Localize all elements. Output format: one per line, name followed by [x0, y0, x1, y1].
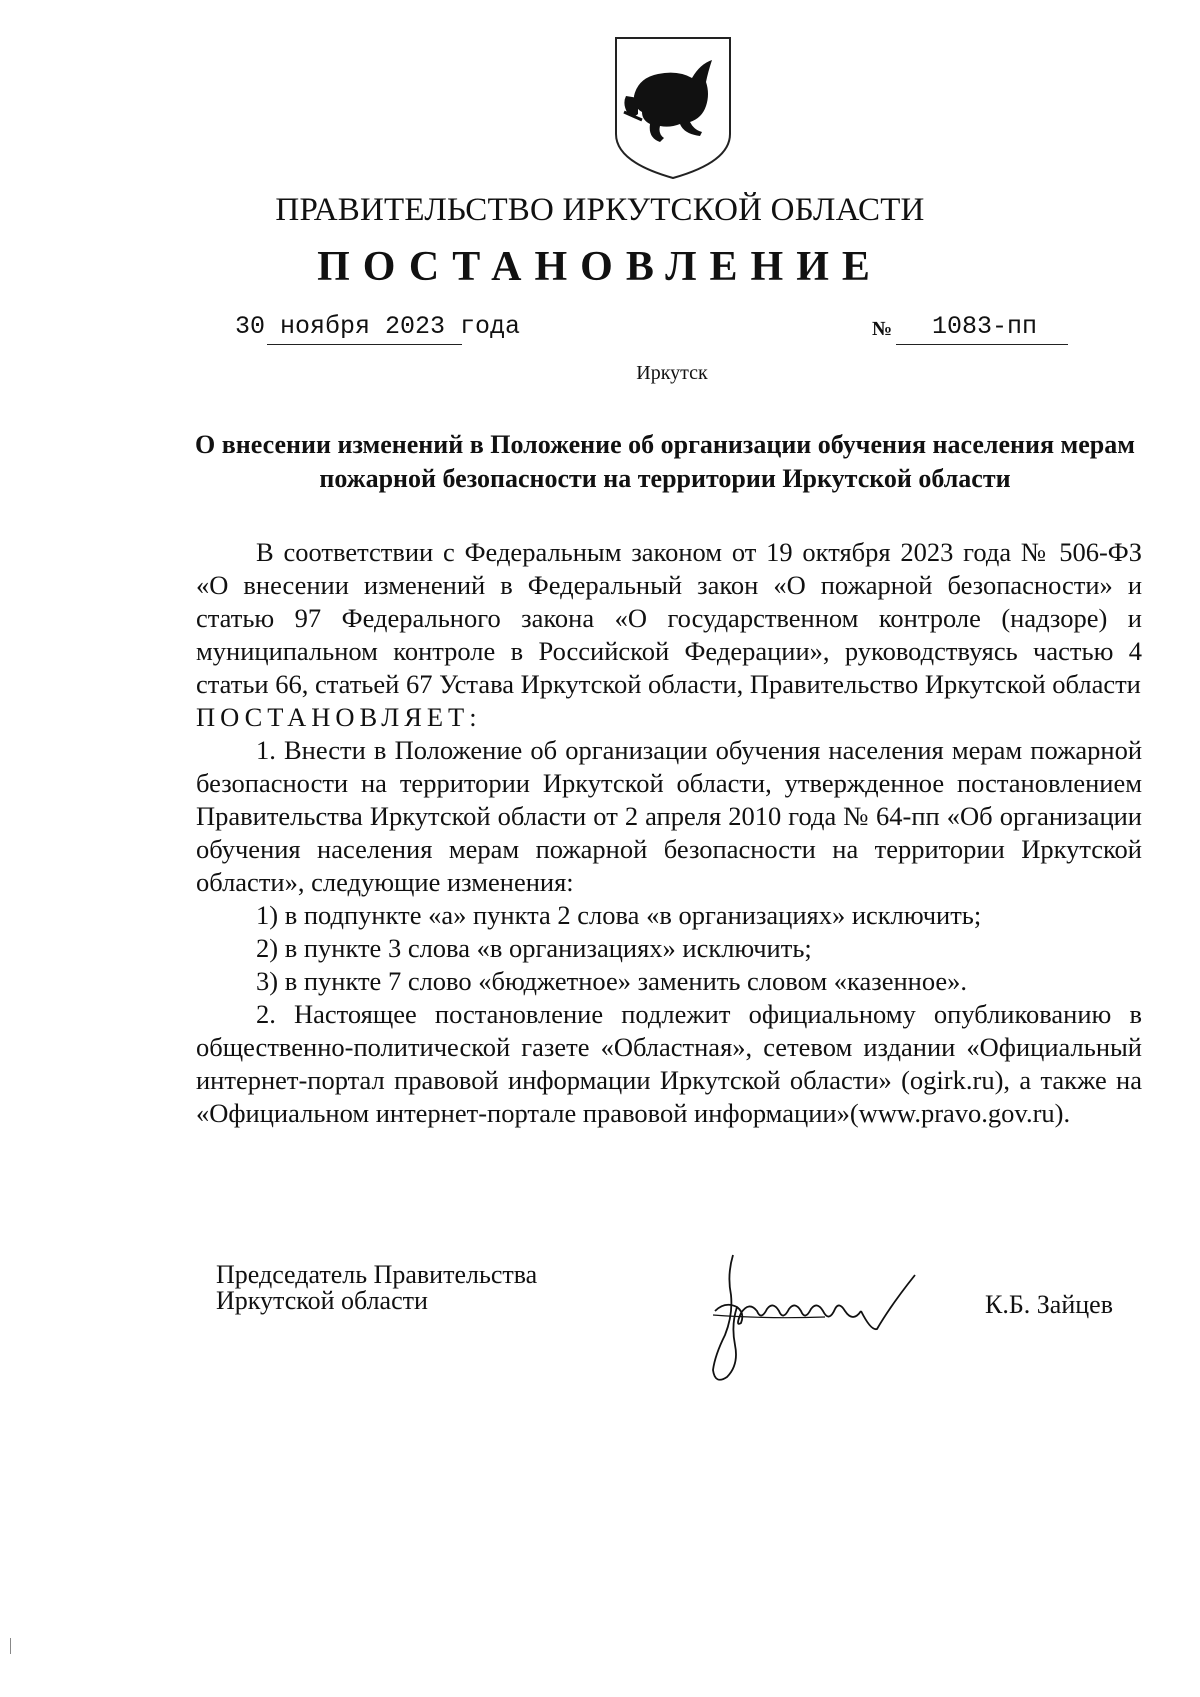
signer-position-line-2: Иркутской области	[216, 1286, 428, 1315]
subitem-2: 2) в пункте 3 слова «в организациях» исключить;	[256, 933, 812, 963]
city-line	[0, 362, 1200, 385]
signer-position-line-1: Председатель Правительства	[216, 1260, 538, 1289]
preamble-paragraph: В соответствии с Федеральным законом от 19 октября 2023 года № 506-ФЗ «О внесении изменений в Федеральный закон «О пожарной безопасности» и статью 97 Федерального закона «О государственном контроле (надзоре) и муниципальном контроле в Российской Федерации», руководствуясь частью 4 статьи 66, статьей 67 Устава Иркутской области, Правительство Иркутской области	[196, 537, 1142, 699]
subitem-1: 1) в подпункте «а» пункта 2 слова «в организациях» исключить;	[256, 900, 982, 930]
document-subject: О внесении изменений в Положение об организации обучения населения мерам пожарной безопасности на территории Иркутской области	[195, 430, 1135, 493]
city-name: Иркутск	[636, 362, 708, 384]
document-number: 1083-пп	[932, 312, 1038, 341]
number-underline	[896, 344, 1068, 345]
coat-of-arms-emblem	[612, 34, 734, 182]
number-sign: №	[872, 318, 893, 340]
date-underline	[267, 344, 462, 345]
resolves-heading: ПОСТАНОВЛЯЕТ:	[196, 702, 482, 732]
subitem-3: 3) в пункте 7 слово «бюджетное» заменить словом «казенное».	[256, 966, 968, 996]
signer-position	[216, 1262, 537, 1314]
document-date: 30 ноября 2023 года	[235, 312, 521, 341]
government-title: ПРАВИТЕЛЬСТВО ИРКУТСКОЙ ОБЛАСТИ	[275, 192, 925, 228]
item-1-paragraph: 1. Внести в Положение об организации обучения населения мерам пожарной безопасности на территории Иркутской области, утвержденное постановлением Правительства Иркутской области от 2 апреля 2010 года № 64-пп «Об организации обучения населения мерам пожарной безопасности на территории Иркутской области», следующие изменения:	[196, 735, 1142, 897]
signer-name: К.Б. Зайцев	[985, 1290, 1113, 1319]
handwritten-signature	[705, 1245, 955, 1395]
scan-margin-mark	[10, 1638, 11, 1654]
document-body	[196, 536, 1142, 1130]
document-type-title: ПОСТАНОВЛЕНИЕ	[317, 244, 883, 290]
item-2-paragraph: 2. Настоящее постановление подлежит официальному опубликованию в общественно-политической газете «Областная», сетевом издании «Официальный интернет-портал правовой информации Иркутской области» (ogirk.ru), а также на «Официальном интернет-портале правовой информации»(www.pravo.gov.ru).	[196, 999, 1142, 1128]
